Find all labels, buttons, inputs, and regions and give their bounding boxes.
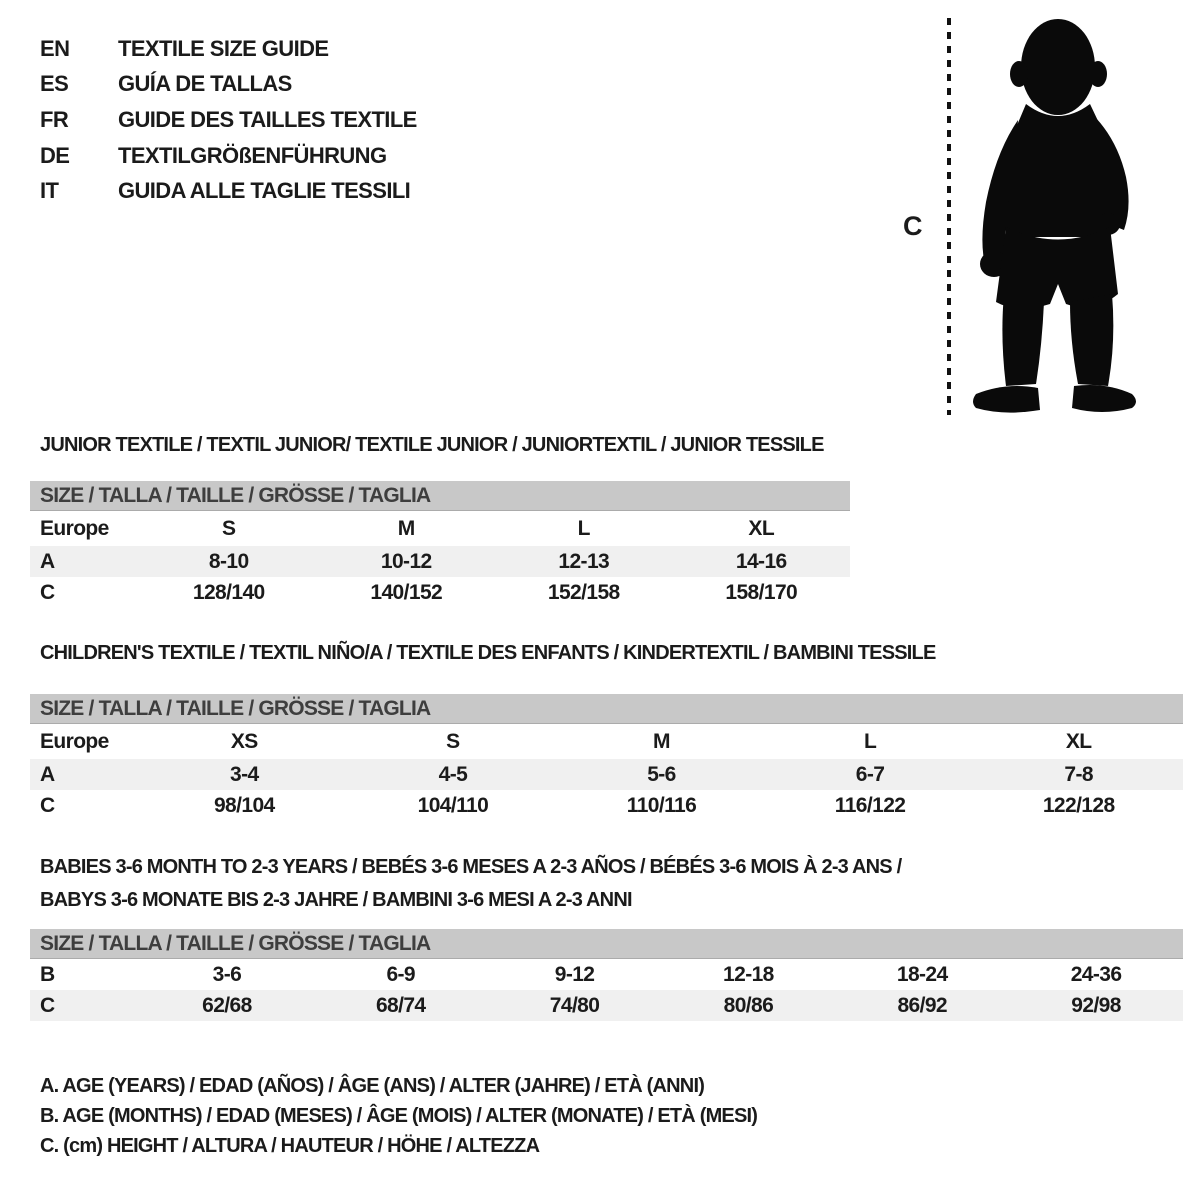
table-row	[30, 990, 1183, 1021]
size-cell: 7-8	[974, 759, 1183, 790]
size-cell: 8-10	[140, 546, 318, 577]
legend-line-b: B. AGE (MONTHS) / EDAD (MESES) / ÂGE (MOIS) / ALTER (MONATE) / ETÀ (MESI)	[40, 1105, 758, 1127]
size-cell: 62/68	[140, 990, 314, 1021]
size-cell: 5-6	[557, 759, 766, 790]
height-measure-dashed-line	[947, 18, 951, 415]
size-cell: XL	[1065, 729, 1092, 753]
row-label: A	[30, 546, 140, 577]
section-title-junior: JUNIOR TEXTILE / TEXTIL JUNIOR/ TEXTILE JUNIOR / JUNIORTEXTIL / JUNIOR TESSILE	[40, 434, 824, 456]
size-cell: 98/104	[213, 793, 275, 817]
size-cell: 128/140	[192, 580, 265, 604]
table-row	[30, 790, 1183, 821]
size-header-bar: SIZE / TALLA / TAILLE / GRÖSSE / TAGLIA	[30, 929, 1183, 959]
row-label: A	[30, 759, 140, 790]
guide-title-en: TEXTILE SIZE GUIDE	[118, 35, 329, 61]
section-title-children: CHILDREN'S TEXTILE / TEXTIL NIÑO/A / TEXTILE DES ENFANTS / KINDERTEXTIL / BAMBINI TESSILE	[40, 642, 936, 664]
lang-code-en: EN	[40, 35, 70, 61]
size-cell: 24-36	[1070, 962, 1122, 986]
size-cell: 104/110	[417, 793, 489, 817]
size-cell: L	[863, 729, 877, 753]
lang-row-it	[40, 173, 417, 209]
size-cell: XL	[748, 516, 775, 540]
size-cell: 6-7	[766, 759, 975, 790]
table-row	[30, 511, 850, 546]
row-label: B	[40, 962, 55, 986]
size-cell: 140/152	[370, 580, 443, 604]
row-label: C	[40, 580, 55, 604]
junior-table	[30, 511, 850, 608]
children-table	[30, 724, 1183, 821]
size-cell: S	[446, 729, 460, 753]
guide-title-de: TEXTILGRÖßENFÜHRUNG	[118, 142, 387, 168]
size-cell: 152/158	[547, 580, 620, 604]
row-label: C	[40, 793, 55, 817]
legend-line-c: C. (cm) HEIGHT / ALTURA / HAUTEUR / HÖHE / ALTEZZA	[40, 1135, 540, 1157]
table-row	[30, 546, 850, 577]
table-row	[30, 759, 1183, 790]
size-cell: 116/122	[834, 793, 906, 817]
junior-size-table	[30, 481, 850, 608]
height-measure-label: C	[903, 211, 922, 241]
legend-block	[40, 1071, 757, 1161]
size-cell: 3-4	[140, 759, 349, 790]
lang-code-es: ES	[40, 71, 69, 97]
size-cell: M	[397, 516, 415, 540]
lang-code-it: IT	[40, 178, 59, 204]
size-cell: 158/170	[725, 580, 798, 604]
section-title-babies	[40, 851, 901, 917]
table-row	[30, 724, 1183, 759]
guide-title-it: GUIDA ALLE TAGLIE TESSILI	[118, 178, 411, 204]
section-title-babies-line1: BABIES 3-6 MONTH TO 2-3 YEARS / BEBÉS 3-6 MESES A 2-3 AÑOS / BÉBÉS 3-6 MOIS À 2-3 ANS /	[40, 856, 902, 878]
size-cell: 68/74	[314, 990, 488, 1021]
lang-row-fr	[40, 102, 417, 138]
size-cell: M	[653, 729, 670, 753]
lang-row-de	[40, 138, 417, 174]
size-cell: XS	[230, 729, 258, 753]
size-cell: L	[577, 516, 590, 540]
size-cell: 18-24	[896, 962, 948, 986]
size-cell: 3-6	[212, 962, 242, 986]
size-cell: 4-5	[349, 759, 558, 790]
size-cell: 9-12	[554, 962, 595, 986]
lang-row-es	[40, 67, 417, 103]
size-header-bar: SIZE / TALLA / TAILLE / GRÖSSE / TAGLIA	[30, 481, 850, 511]
size-cell: 6-9	[386, 962, 416, 986]
guide-title-fr: GUIDE DES TAILLES TEXTILE	[118, 106, 417, 132]
size-cell: 12-13	[495, 546, 673, 577]
size-cell: 10-12	[318, 546, 496, 577]
language-title-block	[40, 31, 417, 209]
table-row	[30, 959, 1183, 990]
legend-line-a: A. AGE (YEARS) / EDAD (AÑOS) / ÂGE (ANS) / ALTER (JAHRE) / ETÀ (ANNI)	[40, 1075, 705, 1097]
babies-size-table	[30, 929, 1183, 1021]
size-cell: 122/128	[1042, 793, 1115, 817]
babies-table	[30, 959, 1183, 1021]
size-cell: 86/92	[835, 990, 1009, 1021]
size-cell: 14-16	[673, 546, 851, 577]
lang-code-fr: FR	[40, 106, 69, 132]
lang-code-de: DE	[40, 142, 70, 168]
size-header-bar: SIZE / TALLA / TAILLE / GRÖSSE / TAGLIA	[30, 694, 1183, 724]
children-size-table	[30, 694, 1183, 821]
size-cell: 110/116	[626, 793, 697, 817]
size-cell: 92/98	[1009, 990, 1183, 1021]
size-cell: S	[222, 516, 236, 540]
lang-row-en	[40, 31, 417, 67]
row-label: C	[30, 990, 140, 1021]
row-label: Europe	[40, 516, 109, 540]
guide-title-es: GUÍA DE TALLAS	[118, 71, 292, 97]
row-label: Europe	[40, 729, 109, 753]
section-title-babies-line2: BABYS 3-6 MONATE BIS 2-3 JAHRE / BAMBINI 3-6 MESI A 2-3 ANNI	[40, 889, 632, 911]
size-cell: 74/80	[488, 990, 662, 1021]
table-row	[30, 577, 850, 608]
baby-silhouette-icon	[956, 12, 1144, 416]
size-cell: 12-18	[723, 962, 774, 986]
size-cell: 80/86	[661, 990, 835, 1021]
